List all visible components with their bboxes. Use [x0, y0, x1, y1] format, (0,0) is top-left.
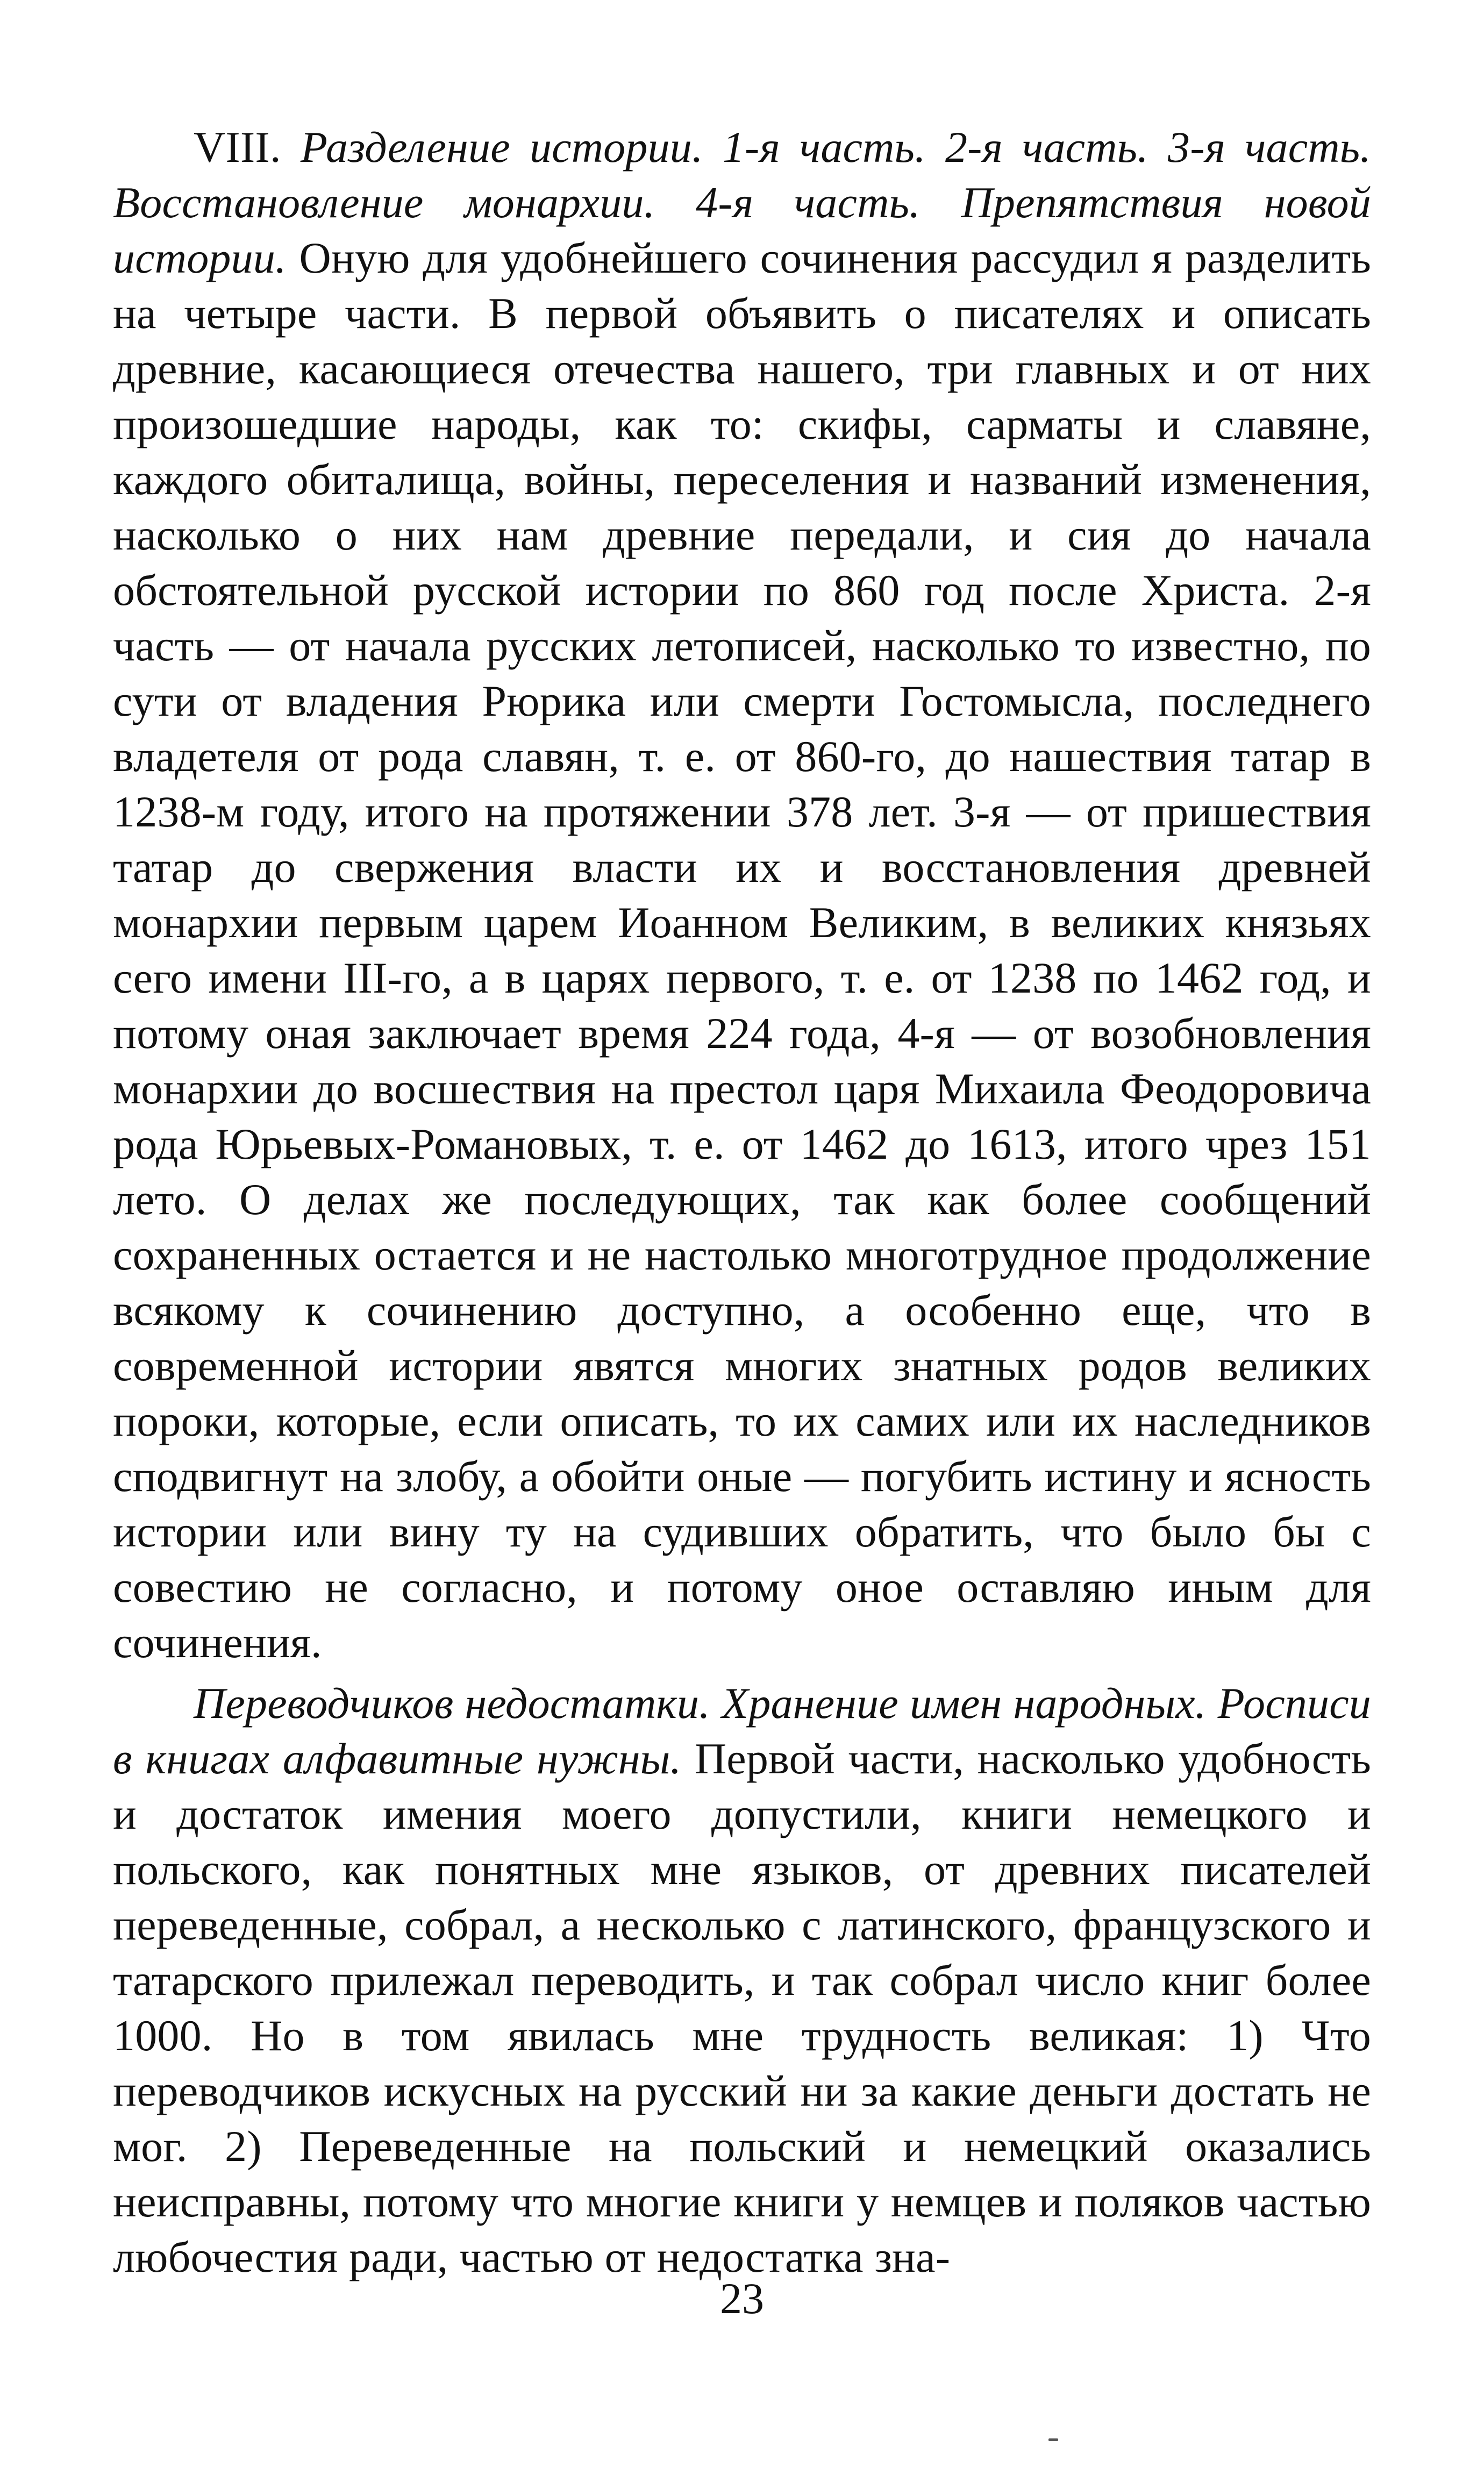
paragraph-2-heading: Переводчиков недостатки. Хранение имен народных. Росписи в книгах алфавитные нужны.	[113, 1679, 1371, 1783]
paragraph-1	[113, 119, 1371, 1670]
paragraph-2-body: Первой части, насколько удобность и достаток имения моего допустили, книги немецкого и польского, как понятных мне языков, от древних писателей переведенные, собрал, а несколько с латинского, французского и татарского прилежал переводить, и так собрал число книг более 1000. Но в том явилась мне трудность великая: 1) Что переводчиков искусных на русский ни за какие деньги достать не мог. 2) Переведенные на польский и немецкий оказались неисправны, потому что многие книги у немцев и поляков частью любочестия ради, частью от недостатка зна-	[113, 1734, 1371, 2281]
paragraph-1-body: Оную для удобнейшего сочинения рассудил я разделить на четыре части. В первой объявить о писателях и описать древние, касающиеся отечества нашего, три главных и от них произошедшие народы, как то: скифы, сарматы и славяне, каждого обиталища, войны, переселения и названий изменения, насколько о них нам древние передали, и сия до начала обстоятельной русской истории по 860 год после Христа. 2-я часть — от начала русских летописей, насколько то известно, по сути от владения Рюрика или смерти Гостомысла, последнего владетеля от рода славян, т. е. от 860-го, до нашествия татар в 1238-м году, итого на протяжении 378 лет. 3-я — от пришествия татар до свержения власти их и восстановления древней монархии первым царем Иоанном Великим, в великих князьях сего имени III-го, а в царях первого, т. е. от 1238 по 1462 год, и потому оная заключает время 224 года, 4-я — от возобновления монархии до восшествия на престол царя Михаила Феодоровича рода Юрьевых-Романовых, т. е. от 1462 до 1613, итого чрез 151 лето. О делах же последующих, так как более сообщений сохраненных остается и не настолько многотрудное продолжение всякому к сочинению доступно, а особенно еще, что в современной истории явятся многих знатных родов великих пороки, которые, если описать, то их самих или их наследников сподвигнут на злобу, а обойти оные — погубить истину и ясность истории или вину ту на судивших обратить, что было бы с совестию не согласно, и потому оное оставляю иным для сочинения.	[113, 233, 1371, 1667]
page-number: 23	[720, 2274, 764, 2323]
paragraph-1-lead: VIII.	[194, 123, 301, 172]
scan-speck	[1048, 2438, 1058, 2441]
page-text	[113, 119, 1371, 2285]
paragraph-1-heading: Разделение истории. 1-я часть. 2-я часть. 3-я часть. Восстановление монархии. 4-я часть. Препятствия новой истории.	[113, 123, 1371, 282]
paragraph-2	[113, 1675, 1371, 2285]
